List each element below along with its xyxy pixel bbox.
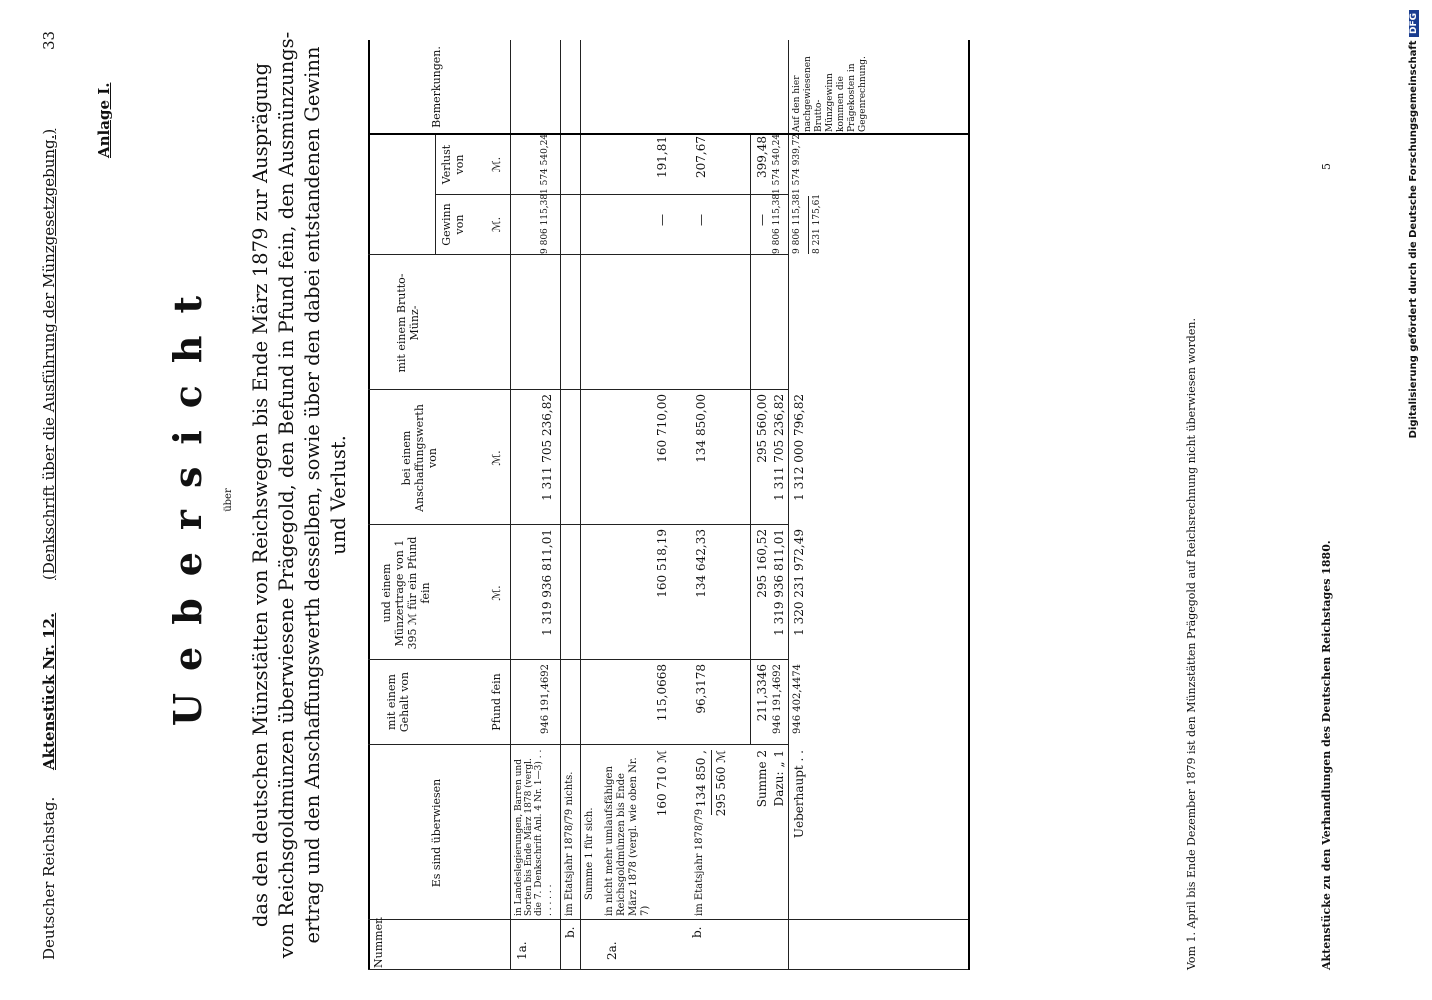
- header-bottom-rule: [510, 40, 511, 970]
- cell-ertrag: 134 642,33: [694, 529, 708, 598]
- row2-total: 295 560 ℳ: [714, 750, 728, 817]
- footer-page-number: 5: [1320, 163, 1333, 170]
- th-anschaffung-unit: ℳ.: [490, 450, 503, 466]
- th-ertrag: und einem Münzertrage von 1 395 ℳ für ein Pfund fein: [380, 536, 432, 650]
- header-left: Deutscher Reichstag.: [40, 796, 58, 960]
- th-gewinn-unit: ℳ.: [490, 216, 503, 233]
- subtotal-rule: [711, 750, 712, 815]
- cell-anschaffung: 1 311 705 236,82: [540, 394, 554, 501]
- cell-anschaffung: 160 710,00: [655, 394, 669, 463]
- footer-collection: Aktenstücke zu den Verhandlungen des Deutschen Reichstages 1880.: [1320, 540, 1333, 970]
- cell-gewinn: 9 806 115,38: [772, 193, 782, 254]
- running-header: [40, 30, 64, 960]
- header-page-number: 33: [40, 30, 58, 50]
- col-divider: [435, 194, 788, 195]
- cell-gehalt: 946 402,4474: [792, 664, 803, 734]
- brutto-sub-rule: [435, 135, 436, 255]
- row-amount: 160 710 ℳ: [655, 750, 669, 817]
- cell-ertrag: 295 160,52: [755, 529, 769, 598]
- bemerkung-note: Auf den hier nachgewiesenen Brutto-Münzgewinn kommen die Prägekosten in Gegenrechnung.: [792, 56, 868, 132]
- cell-gewinn: —: [755, 214, 769, 226]
- subtitle-line-2: von Reichsgoldmünzen überwiesene Prägegold, den Befund in Pfund fein, den Ausmünzungs-: [275, 31, 298, 959]
- row-number: 2a.: [605, 941, 619, 960]
- dazu-bottom-rule: [788, 40, 789, 970]
- th-gehalt-unit: Pfund fein: [490, 673, 503, 731]
- th-gewinn: Gewinn von: [440, 203, 466, 246]
- summe1-label: Summe 1 für sich.: [584, 807, 595, 900]
- summe1-bottom-rule: [580, 40, 581, 970]
- table-bottom-rule: [968, 40, 970, 970]
- net-gewinn: 8 231 175,61: [812, 193, 822, 254]
- footnote: Vom 1. April bis Ende Dezember 1879 ist den Münzstätten Prägegold auf Reichsrechnung nicht überwiesen worden.: [1185, 318, 1198, 970]
- anlage-label: Anlage I.: [95, 82, 113, 158]
- row-description: im Etatsjahr 1878/79 nichts.: [564, 771, 575, 916]
- col-divider: [368, 919, 968, 920]
- cell-verlust: 207,67: [694, 136, 708, 178]
- cell-anschaffung: 1 311 705 236,82: [772, 394, 786, 501]
- ueberhaupt-label: Ueberhaupt . .: [792, 750, 806, 839]
- th-verlust: Verlust von: [440, 144, 466, 185]
- row-description: in nicht mehr umlaufsfähigen Reichsgoldmünzen bis Ende März 1878 (vergl. wie oben Nr. 7): [604, 757, 651, 916]
- cell-verlust: 1 574 540,24: [540, 133, 550, 194]
- cell-gehalt: 115,0668: [655, 664, 669, 722]
- summe2-top-rule: [750, 135, 751, 745]
- cell-anschaffung: 1 312 000 796,82: [792, 394, 806, 501]
- cell-gehalt: 946 191,4692: [772, 664, 783, 734]
- subtitle-line-4: und Verlust.: [327, 435, 350, 555]
- row-description: in Landeslegierungen, Barren und Sorten bis Ende März 1878 (vergl. die 7. Denkschrift Anl. 4 Nr. 1—3) . . . . . . . .: [514, 749, 554, 916]
- col-divider: [368, 254, 788, 255]
- cell-gewinn: —: [655, 214, 669, 226]
- cell-ertrag: 1 320 231 972,49: [792, 529, 806, 636]
- dfg-logo: DFG: [1409, 10, 1419, 37]
- cell-gewinn: 9 806 115,38: [540, 193, 550, 254]
- cell-ertrag: 160 518,19: [655, 529, 669, 598]
- cell-gewinn: 9 806 115,38: [792, 193, 802, 254]
- th-nummer: Nummer.: [372, 916, 385, 968]
- dazu-label: Dazu: „ 1: [772, 750, 786, 807]
- th-bemerkungen: Bemerkungen.: [430, 46, 443, 128]
- net-rule: [808, 196, 809, 254]
- cell-gewinn: —: [694, 214, 708, 226]
- cell-gehalt: 946 191,4692: [540, 664, 551, 734]
- th-ertrag-unit: ℳ.: [490, 585, 503, 601]
- row-number: b.: [563, 926, 577, 938]
- col-divider: [368, 133, 968, 135]
- row-description: im Etatsjahr 1878/79 .: [694, 802, 705, 916]
- cell-verlust: 399,48: [755, 136, 769, 178]
- cell-ertrag: 1 319 936 811,01: [772, 529, 786, 636]
- row-amount: 134 850 ,: [694, 750, 708, 808]
- cell-anschaffung: 295 560,00: [755, 394, 769, 463]
- header-doc-number: Aktenstück Nr. 12.: [40, 612, 58, 770]
- cell-anschaffung: 134 850,00: [694, 394, 708, 463]
- col-divider: [368, 744, 788, 745]
- page-title: Uebersicht: [165, 273, 210, 727]
- cell-verlust: 1 574 540,24: [772, 133, 782, 194]
- stamp-text: Digitalisierung gefördert durch die Deutsche Forschungsgemeinschaft: [1408, 40, 1419, 439]
- subtitle-line-1: das den deutschen Münzstätten von Reichswegen bis Ende März 1879 zur Ausprägung: [249, 62, 272, 928]
- row-number: 1a.: [515, 941, 529, 960]
- row1-bottom-rule: [560, 40, 561, 970]
- subtitle-line-3: ertrag und den Anschaffungswerth desselben, sowie über den dabei entstandenen Gewinn: [301, 46, 324, 944]
- cell-verlust: 191,81: [655, 136, 669, 178]
- th-brutto: mit einem Brutto-Münz-: [395, 273, 421, 373]
- col-divider: [368, 389, 788, 390]
- row-number: b.: [690, 926, 704, 938]
- digitization-stamp: [1408, 10, 1419, 438]
- cell-ertrag: 1 319 936 811,01: [540, 529, 554, 636]
- cell-gehalt: 96,3178: [694, 664, 708, 714]
- th-gehalt: mit einem Gehalt von: [385, 671, 411, 733]
- col-divider: [368, 524, 788, 525]
- cell-verlust: 1 574 939,72: [792, 133, 802, 194]
- col-divider: [368, 969, 968, 970]
- cell-gehalt: 211,3346: [755, 664, 769, 722]
- summe2-label: Summe 2: [755, 750, 769, 808]
- table-top-rule: [368, 40, 370, 970]
- col-divider: [368, 659, 788, 660]
- th-verlust-unit: ℳ.: [490, 156, 503, 173]
- th-anschaffung: bei einem Anschaffungswerth von: [400, 404, 439, 512]
- header-center: (Denkschrift über die Ausführung der Münzgesetzgebung.): [40, 128, 58, 580]
- th-description: Es sind überwiesen: [430, 778, 443, 888]
- title-ueber: über: [223, 488, 234, 512]
